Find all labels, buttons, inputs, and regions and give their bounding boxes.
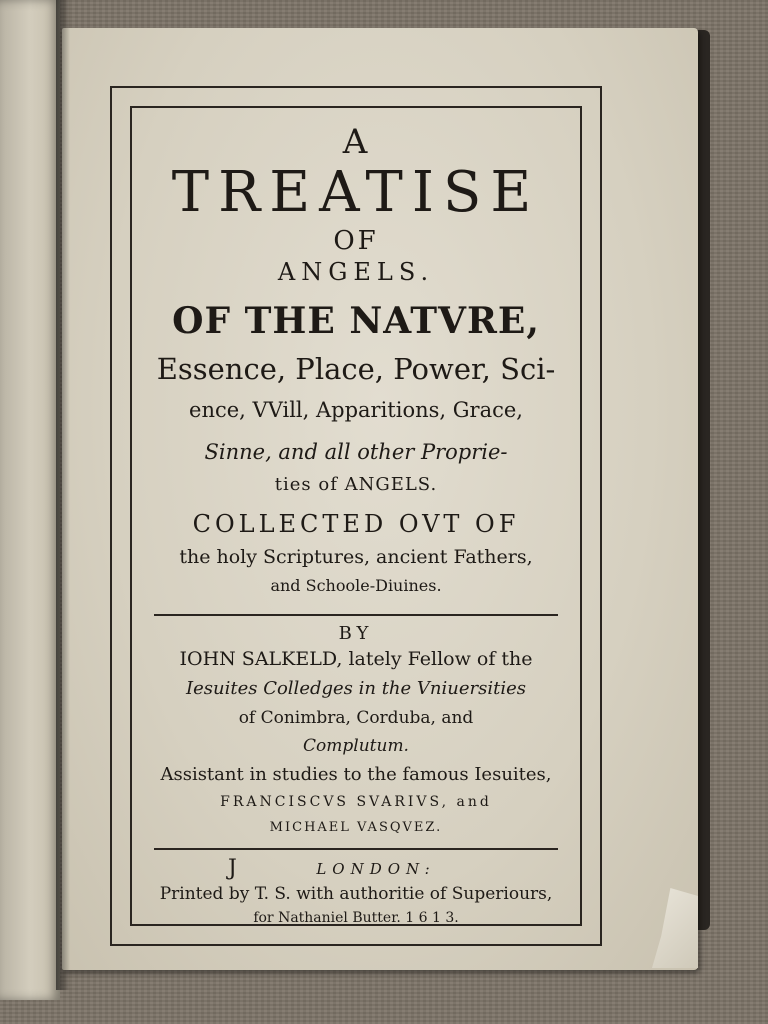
title-main: TREATISE bbox=[171, 160, 541, 225]
signature-mark: J bbox=[228, 856, 237, 881]
imprint-place: LONDON: bbox=[316, 860, 436, 878]
divider-rule bbox=[154, 848, 558, 850]
author-name: IOHN SALKELD, lately Fellow of the bbox=[179, 648, 533, 670]
subtitle-nature: OF THE NATVRE, bbox=[172, 300, 540, 342]
author-by: BY bbox=[338, 623, 374, 644]
author-universities: of Conimbra, Corduba, and bbox=[238, 708, 474, 728]
facing-page bbox=[0, 0, 60, 1000]
collected-diuines: and Schoole-Diuines. bbox=[270, 576, 442, 595]
author-affiliation: Iesuites Colledges in the Vniuersities bbox=[186, 678, 526, 699]
spine-shadow bbox=[56, 0, 70, 990]
title-angels: ANGELS. bbox=[277, 258, 435, 286]
title-page bbox=[62, 28, 698, 970]
author-assistant: Assistant in studies to the famous Iesuites, bbox=[160, 764, 552, 785]
divider-rule bbox=[154, 614, 558, 616]
subtitle-science: ence, VVill, Apparitions, Grace, bbox=[189, 398, 523, 422]
inner-border-frame bbox=[130, 106, 582, 926]
title-of: OF bbox=[333, 226, 379, 256]
subtitle-essence: Essence, Place, Power, Sci- bbox=[156, 352, 556, 386]
imprint-publisher-date: for Nathaniel Butter. 1 6 1 3. bbox=[253, 910, 459, 926]
subtitle-ties: ties of ANGELS. bbox=[274, 474, 438, 495]
imprint-printer: Printed by T. S. with authoritie of Superiours, bbox=[159, 884, 553, 904]
outer-border-frame bbox=[110, 86, 602, 946]
title-article: A bbox=[342, 122, 370, 162]
subtitle-sinne: Sinne, and all other Proprie- bbox=[204, 440, 508, 464]
author-complutum: Complutum. bbox=[303, 736, 409, 756]
collected-heading: COLLECTED OVT OF bbox=[192, 510, 520, 538]
torn-page-corner bbox=[652, 888, 698, 968]
jesuit-suarez: FRANCISCVS SVARIVS, and bbox=[220, 794, 492, 810]
jesuit-vasquez: MICHAEL VASQVEZ. bbox=[269, 820, 443, 835]
collected-sources: the holy Scriptures, ancient Fathers, bbox=[179, 546, 533, 568]
